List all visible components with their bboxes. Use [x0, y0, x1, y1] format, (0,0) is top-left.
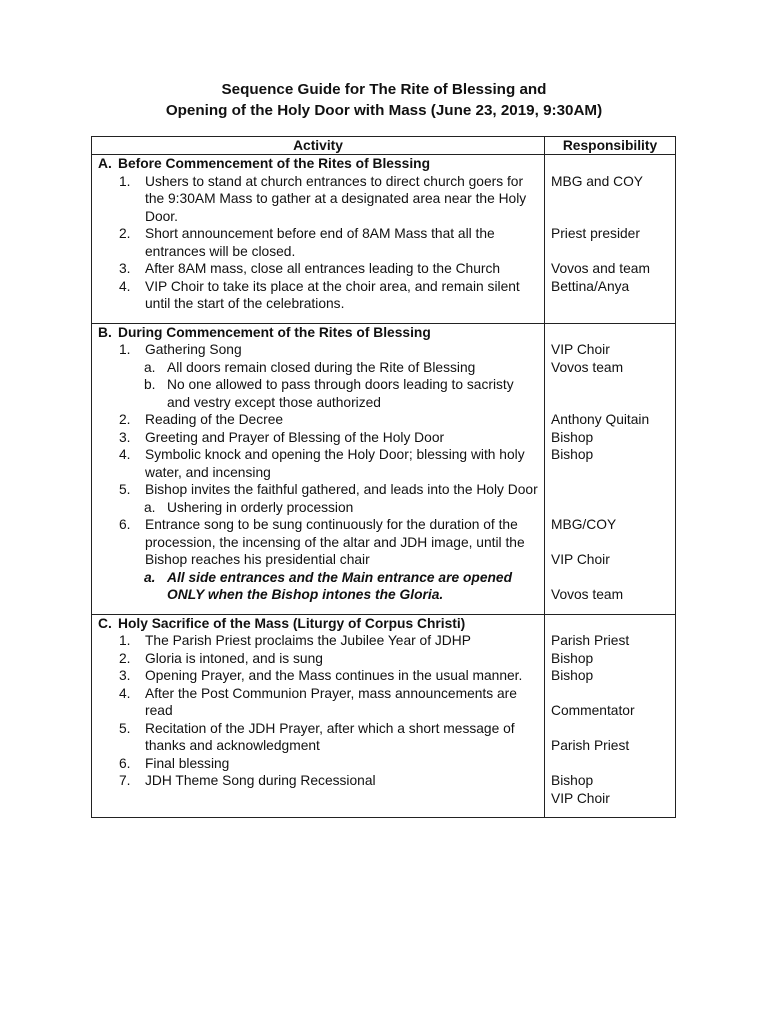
- item-text: VIP Choir to take its place at the choir area, and remain silent until the start of the celebrations.: [145, 278, 520, 311]
- item-text: All doors remain closed during the Rite of Blessing: [167, 359, 476, 375]
- item-marker: 1.: [119, 342, 131, 357]
- list-item: [98, 173, 540, 226]
- sub-item: [98, 499, 540, 517]
- list-item: [98, 411, 540, 429]
- item-marker: 5.: [119, 720, 131, 736]
- list-item: [98, 260, 540, 278]
- list-item: [98, 429, 540, 447]
- list-item: [98, 772, 540, 790]
- section-row: [92, 323, 676, 614]
- item-text: Recitation of the JDH Prayer, after which a short message of thanks and acknowledgment: [145, 720, 515, 753]
- item-marker: b.: [144, 377, 156, 392]
- list-item: [98, 650, 540, 668]
- responsibility-line: Bishop: [551, 773, 594, 788]
- responsibility-line: [551, 464, 671, 482]
- responsibility-line: Bishop: [551, 668, 594, 683]
- activity-header: Activity: [92, 137, 545, 155]
- item-marker: 7.: [119, 773, 131, 788]
- item-marker: 4.: [119, 278, 131, 294]
- item-marker: a.: [144, 569, 156, 585]
- responsibility-line: [551, 376, 671, 394]
- responsibility-line: Bishop: [551, 447, 594, 462]
- item-marker: 4.: [119, 685, 131, 701]
- item-text: Short announcement before end of 8AM Mass that all the entrances will be closed.: [145, 226, 495, 259]
- responsibility-line: [551, 685, 671, 703]
- responsibility-line: MBG/COY: [551, 517, 617, 532]
- responsibility-line: Bishop: [551, 650, 594, 666]
- document-title: [0, 79, 768, 121]
- responsibility-line: [551, 755, 671, 773]
- activity-cell: [92, 155, 545, 324]
- responsibility-cell: [545, 323, 676, 614]
- responsibility-line: [551, 534, 671, 552]
- section-title: Holy Sacrifice of the Mass (Liturgy of Corpus Christi): [118, 615, 466, 631]
- item-marker: 2.: [119, 412, 131, 427]
- responsibility-line: Parish Priest: [551, 633, 630, 648]
- section-marker: B.: [98, 324, 112, 340]
- responsibility-line: [551, 481, 671, 499]
- sub-item: [98, 376, 540, 411]
- responsibility-line: VIP Choir: [551, 552, 610, 567]
- item-marker: a.: [144, 499, 156, 515]
- item-text: Greeting and Prayer of Blessing of the Holy Door: [145, 429, 445, 445]
- section-heading: [98, 324, 540, 342]
- item-marker: a.: [144, 359, 156, 375]
- activity-cell: [92, 614, 545, 818]
- responsibility-line: Vovos team: [551, 359, 624, 375]
- item-text: Symbolic knock and opening the Holy Door; blessing with holy water, and incensing: [145, 447, 525, 480]
- item-marker: 3.: [119, 429, 131, 445]
- item-marker: 6.: [119, 517, 131, 532]
- responsibility-line: [551, 499, 671, 517]
- item-text: Ushering in orderly procession: [167, 499, 354, 515]
- sub-item: [98, 359, 540, 377]
- section-heading: [98, 615, 540, 633]
- item-text: JDH Theme Song during Recessional: [145, 773, 376, 788]
- responsibility-line: [551, 720, 671, 738]
- list-item: [98, 225, 540, 260]
- responsibility-line: Vovos and team: [551, 261, 650, 276]
- responsibility-line: MBG and COY: [551, 173, 644, 189]
- item-text: Opening Prayer, and the Mass continues in the usual manner.: [145, 668, 523, 683]
- list-item: [98, 516, 540, 569]
- responsibility-line: Bettina/Anya: [551, 278, 630, 294]
- list-item: [98, 720, 540, 755]
- item-marker: 1.: [119, 633, 131, 648]
- item-text: Gathering Song: [145, 342, 242, 357]
- section-title: Before Commencement of the Rites of Blessing: [118, 156, 431, 171]
- item-text: After the Post Communion Prayer, mass announcements are read: [145, 685, 517, 718]
- item-marker: 3.: [119, 261, 131, 276]
- list-item: [98, 278, 540, 313]
- item-marker: 3.: [119, 668, 131, 683]
- responsibility-cell: [545, 614, 676, 818]
- list-item: [98, 685, 540, 720]
- title-line-2: Opening of the Holy Door with Mass (June 23, 2019, 9:30AM): [165, 102, 603, 119]
- section-row: [92, 155, 676, 324]
- item-text: Reading of the Decree: [145, 412, 284, 427]
- list-item: [98, 755, 540, 773]
- section-heading: [98, 155, 540, 173]
- sequence-table: [91, 136, 676, 818]
- activity-cell: [92, 323, 545, 614]
- item-text: The Parish Priest proclaims the Jubilee Year of JDHP: [145, 633, 471, 648]
- responsibility-line: [551, 243, 671, 261]
- responsibility-line: VIP Choir: [551, 790, 610, 806]
- responsibility-line: [551, 190, 671, 208]
- list-item: [98, 446, 540, 481]
- item-text: Ushers to stand at church entrances to direct church goers for the 9:30AM Mass to gather at a designated area near the Holy Door.: [145, 173, 527, 224]
- item-text: Final blessing: [145, 755, 230, 771]
- section-marker: C.: [98, 615, 112, 631]
- responsibility-line: Bishop: [551, 429, 594, 445]
- title-line-1: Sequence Guide for The Rite of Blessing and: [221, 81, 547, 98]
- item-marker: 2.: [119, 226, 131, 241]
- list-item: [98, 632, 540, 650]
- item-text: No one allowed to pass through doors leading to sacristy and vestry except those authorized: [167, 377, 514, 410]
- responsibility-line: Priest presider: [551, 226, 640, 241]
- item-marker: 6.: [119, 755, 131, 771]
- responsibility-line: Vovos team: [551, 587, 624, 602]
- responsibility-header: Responsibility: [545, 137, 676, 155]
- table-header-row: [92, 137, 676, 155]
- responsibility-line: Commentator: [551, 703, 635, 718]
- item-text: Entrance song to be sung continuously for the duration of the procession, the incensing of the altar and JDH image, until the Bishop reaches his presidential chair: [145, 517, 525, 567]
- responsibility-line: Anthony Quitain: [551, 412, 650, 427]
- responsibility-line: VIP Choir: [551, 342, 610, 357]
- section-title: During Commencement of the Rites of Blessing: [118, 324, 431, 340]
- list-item: [98, 341, 540, 359]
- list-item: [98, 481, 540, 499]
- item-text: Gloria is intoned, and is sung: [145, 650, 323, 666]
- sub-item: [98, 569, 540, 604]
- item-text: All side entrances and the Main entrance are opened ONLY when the Bishop intones the Gloria.: [167, 569, 513, 602]
- responsibility-line: [551, 394, 671, 412]
- responsibility-line: [551, 208, 671, 226]
- item-text: After 8AM mass, close all entrances leading to the Church: [145, 261, 501, 276]
- responsibility-line: [551, 569, 671, 587]
- item-marker: 2.: [119, 650, 131, 666]
- list-item: [98, 667, 540, 685]
- item-marker: 5.: [119, 482, 131, 497]
- responsibility-line: Parish Priest: [551, 738, 630, 753]
- section-marker: A.: [98, 156, 112, 171]
- responsibility-cell: [545, 155, 676, 324]
- item-text: Bishop invites the faithful gathered, and leads into the Holy Door: [145, 482, 538, 497]
- section-row: [92, 614, 676, 818]
- item-marker: 1.: [119, 173, 131, 189]
- item-marker: 4.: [119, 447, 131, 462]
